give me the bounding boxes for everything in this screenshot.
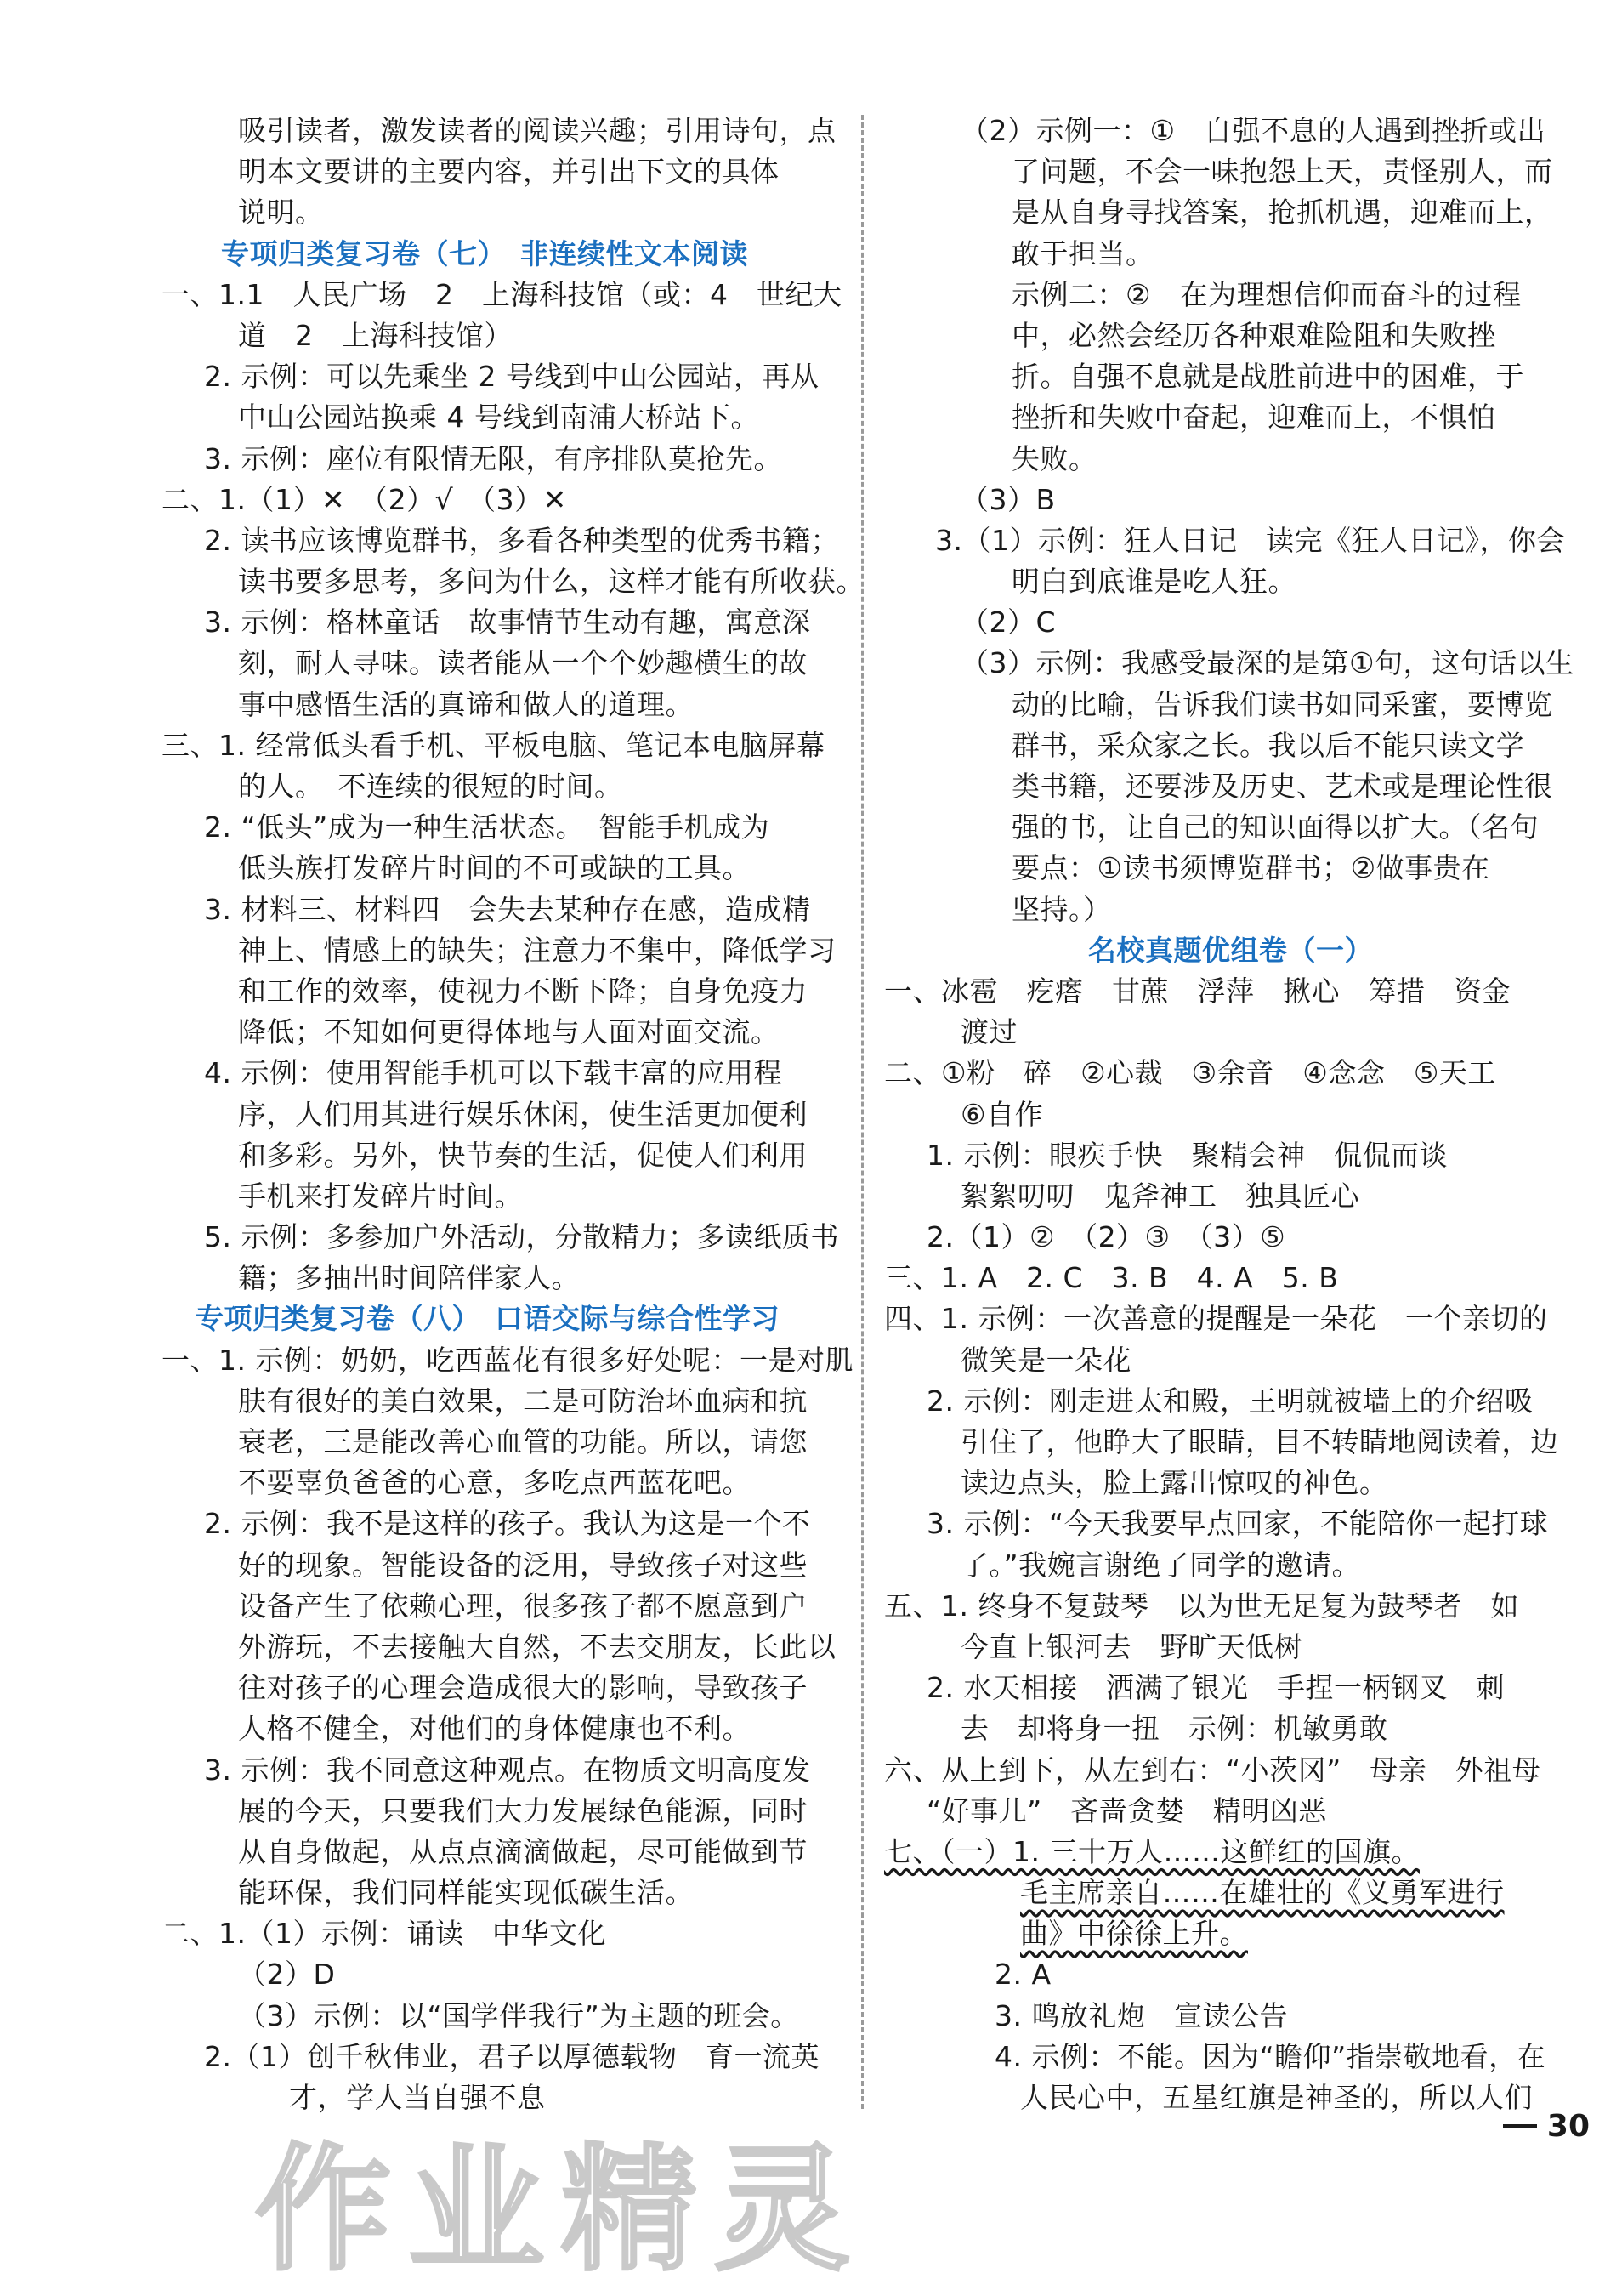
text-line: 七、（一）1. 三十万人……这鲜红的国旗。 — [884, 1834, 1420, 1868]
text-line: 神上、情感上的缺失；注意力不集中，降低学习 — [238, 933, 837, 967]
text-line: 絮絮叨叨 鬼斧神工 独具匠心 — [961, 1179, 1359, 1213]
text-line: 往对孩子的心理会造成很大的影响，导致孩子 — [238, 1671, 808, 1705]
section-heading: 专项归类复习卷（七） 非连续性文本阅读 — [221, 236, 748, 270]
text-line: 渡过 — [961, 1015, 1018, 1049]
text-line: 一、冰雹 疙瘩 甘蔗 浮萍 揪心 筹措 资金 — [884, 974, 1511, 1008]
text-line: 3. 鸣放礼炮 宣读公告 — [995, 1998, 1288, 2032]
text-line: 二、1.（1）✕ （2）√ （3）✕ — [162, 482, 567, 516]
page-number-badge — [1477, 2099, 1605, 2153]
text-line: 道 2 上海科技馆） — [238, 318, 513, 352]
text-line: ⑥自作 — [961, 1097, 1044, 1131]
page-number: 30 — [1547, 2109, 1605, 2144]
text-line: 是从自身寻找答案，抢抓机遇，迎难而上， — [1012, 196, 1553, 230]
text-line: 不要辜负爸爸的心意，多吃点西蓝花吧。 — [238, 1466, 751, 1500]
right-column — [884, 111, 1574, 2118]
left-column — [162, 111, 865, 2118]
text-line: 毛主席亲自……在雄壮的《义勇军进行 — [1020, 1876, 1505, 1910]
section-heading: 名校真题优组卷（一） — [1088, 933, 1373, 967]
text-line: 籍；多抽出时间陪伴家人。 — [238, 1261, 580, 1295]
column-divider — [861, 115, 864, 2109]
text-line: 五、1. 终身不复鼓琴 以为世无足复为鼓琴者 如 — [884, 1588, 1519, 1623]
text-line: 3.（1）示例：狂人日记 读完《狂人日记》，你会 — [935, 523, 1565, 557]
text-line: 降低；不知如何更得体地与人面对面交流。 — [238, 1015, 780, 1049]
text-line: 了问题，不会一味抱怨上天，责怪别人，而 — [1012, 155, 1553, 189]
text-line: 4. 示例：不能。因为“瞻仰”指崇敬地看，在 — [995, 2039, 1546, 2073]
text-line: 3. 材料三、材料四 会失去某种存在感，造成精 — [204, 892, 811, 926]
text-line: 吸引读者，激发读者的阅读兴趣；引用诗句，点 — [238, 114, 837, 147]
text-line: 3. 示例：“今天我要早点回家，不能陪你一起打球 — [927, 1507, 1549, 1541]
text-line: 强的书，让自己的知识面得以扩大。（名句 — [1012, 810, 1539, 844]
text-line: （3）示例：我感受最深的是第①句，这句话以生 — [961, 646, 1574, 680]
text-line: （2）D — [238, 1958, 336, 1992]
text-line: 5. 示例：多参加户外活动，分散精力；多读纸质书 — [204, 1220, 839, 1254]
text-line: 中，必然会经历各种艰难险阻和失败挫 — [1012, 318, 1496, 352]
text-line: （2）C — [961, 605, 1057, 639]
text-line: 和工作的效率，使视力不断下降；自身免疫力 — [238, 974, 808, 1008]
text-line: 曲》中徐徐上升。 — [1020, 1917, 1248, 1951]
text-line: 3. 示例：座位有限情无限，有序排队莫抢先。 — [204, 441, 782, 475]
text-line: 2. 示例：我不是这样的孩子。我认为这是一个不 — [204, 1507, 811, 1541]
text-line: 类书籍，还要涉及历史、艺术或是理论性很 — [1012, 770, 1553, 803]
text-line: 引住了，他睁大了眼睛，目不转睛地阅读着，边 — [961, 1425, 1559, 1458]
page-number-dash — [1503, 2124, 1537, 2128]
text-line: 衰老，三是能改善心血管的功能。所以，请您 — [238, 1425, 808, 1458]
text-line: 才，学人当自强不息 — [289, 2081, 546, 2114]
text-line: 低头族打发碎片时间的不可或缺的工具。 — [238, 851, 751, 885]
text-line: 2. 读书应该博览群书，多看各种类型的优秀书籍； — [204, 523, 839, 557]
text-line: 读边点头，脸上露出惊叹的神色。 — [961, 1466, 1388, 1500]
text-line: 坚持。） — [1012, 892, 1112, 926]
text-line: 二、①粉 碎 ②心裁 ③余音 ④念念 ⑤天工 — [884, 1056, 1496, 1090]
text-line: 事中感悟生活的真谛和做人的道理。 — [238, 687, 694, 721]
text-line: 六、从上到下，从左到右：“小茨冈” 母亲 外祖母 — [884, 1753, 1541, 1787]
text-line: 了。”我婉言谢绝了同学的邀请。 — [961, 1548, 1361, 1582]
text-line: 要点：①读书须博览群书；②做事贵在 — [1012, 851, 1490, 885]
text-line: 失败。 — [1012, 441, 1097, 475]
text-line: 三、1. 经常低头看手机、平板电脑、笔记本电脑屏幕 — [162, 728, 825, 762]
text-line: 动的比喻，告诉我们读书如同采蜜，要博览 — [1012, 687, 1553, 721]
text-line: 中山公园站换乘 4 号线到南浦大桥站下。 — [238, 401, 759, 435]
text-line: 4. 示例：使用智能手机可以下载丰富的应用程 — [204, 1056, 782, 1090]
text-line: 3. 示例：格林童话 故事情节生动有趣，寓意深 — [204, 605, 811, 639]
text-line: 明本文要讲的主要内容，并引出下文的具体 — [238, 155, 780, 189]
text-line: 二、1.（1）示例：诵读 中华文化 — [162, 1917, 606, 1951]
text-line: 设备产生了依赖心理，很多孩子都不愿意到户 — [238, 1588, 808, 1623]
text-line: 三、1. A 2. C 3. B 4. A 5. B — [884, 1261, 1339, 1295]
text-line: 人民心中，五星红旗是神圣的，所以人们 — [1020, 2081, 1533, 2114]
watermark: 作业精灵 — [255, 2130, 868, 2289]
text-line: 3. 示例：我不同意这种观点。在物质文明高度发 — [204, 1753, 811, 1787]
text-line: 刻，耐人寻味。读者能从一个个妙趣横生的故 — [238, 646, 808, 680]
text-line: 敢于担当。 — [1012, 236, 1154, 270]
text-line: （3）示例：以“国学伴我行”为主题的班会。 — [238, 1998, 799, 2032]
text-line: 好的现象。智能设备的泛用，导致孩子对这些 — [238, 1548, 808, 1582]
text-line: 和多彩。另外，快节奏的生活，促使人们利用 — [238, 1138, 808, 1172]
text-line: 序，人们用其进行娱乐休闲，使生活更加便利 — [238, 1097, 808, 1131]
text-line: 挫折和失败中奋起，迎难而上，不惧怕 — [1012, 401, 1496, 435]
text-line: 明白到底谁是吃人狂。 — [1012, 565, 1296, 599]
text-line: 四、1. 示例：一次善意的提醒是一朵花 一个亲切的 — [884, 1302, 1548, 1336]
text-line: 一、1.1 人民广场 2 上海科技馆（或：4 世纪大 — [162, 277, 842, 311]
text-line: 的人。 不连续的很短的时间。 — [238, 770, 623, 803]
text-line: 今直上银河去 野旷天低树 — [961, 1629, 1302, 1663]
text-line: 人格不健全，对他们的身体健康也不利。 — [238, 1712, 751, 1746]
text-line: （2）示例一：① 自强不息的人遇到挫折或出 — [961, 114, 1546, 147]
text-line: 说明。 — [238, 196, 324, 230]
text-line: 群书，采众家之长。我以后不能只读文学 — [1012, 728, 1524, 762]
text-line: 读书要多思考，多问为什么，这样才能有所收获。 — [238, 565, 865, 599]
text-line: 能环保，我们同样能实现低碳生活。 — [238, 1876, 694, 1910]
text-line: 2.（1）创千秋伟业，君子以厚德载物 育一流英 — [204, 2039, 820, 2073]
text-line: 1. 示例：眼疾手快 聚精会神 侃侃而谈 — [927, 1138, 1448, 1172]
text-line: （3）B — [961, 482, 1056, 516]
text-line: 肤有很好的美白效果，二是可防治坏血病和抗 — [238, 1384, 808, 1418]
text-line: 示例二：② 在为理想信仰而奋斗的过程 — [1012, 277, 1522, 311]
text-line: 2. A — [995, 1958, 1052, 1992]
text-line: 一、1. 示例：奶奶，吃西蓝花有很多好处呢：一是对肌 — [162, 1343, 854, 1377]
text-line: 2. 示例：可以先乘坐 2 号线到中山公园站，再从 — [204, 360, 820, 394]
text-line: 从自身做起，从点点滴滴做起，尽可能做到节 — [238, 1834, 808, 1868]
text-line: 折。自强不息就是战胜前进中的困难，于 — [1012, 360, 1524, 394]
text-line: “好事儿” 吝啬贪婪 精明凶恶 — [927, 1793, 1327, 1827]
text-line: 外游玩，不去接触大自然，不去交朋友，长此以 — [238, 1629, 837, 1663]
text-line: 2. 示例：刚走进太和殿，王明就被墙上的介绍吸 — [927, 1384, 1534, 1418]
text-line: 去 却将身一扭 示例：机敏勇敢 — [961, 1712, 1388, 1746]
text-line: 2. “低头”成为一种生活状态。 智能手机成为 — [204, 810, 770, 844]
text-line: 展的今天，只要我们大力发展绿色能源，同时 — [238, 1793, 808, 1827]
text-line: 2.（1）② （2）③ （3）⑤ — [927, 1220, 1286, 1254]
section-heading: 专项归类复习卷（八） 口语交际与综合性学习 — [196, 1302, 780, 1336]
text-line: 微笑是一朵花 — [961, 1343, 1131, 1377]
text-line: 2. 水天相接 洒满了银光 手捏一柄钢叉 刺 — [927, 1671, 1505, 1705]
text-line: 手机来打发碎片时间。 — [238, 1179, 523, 1213]
